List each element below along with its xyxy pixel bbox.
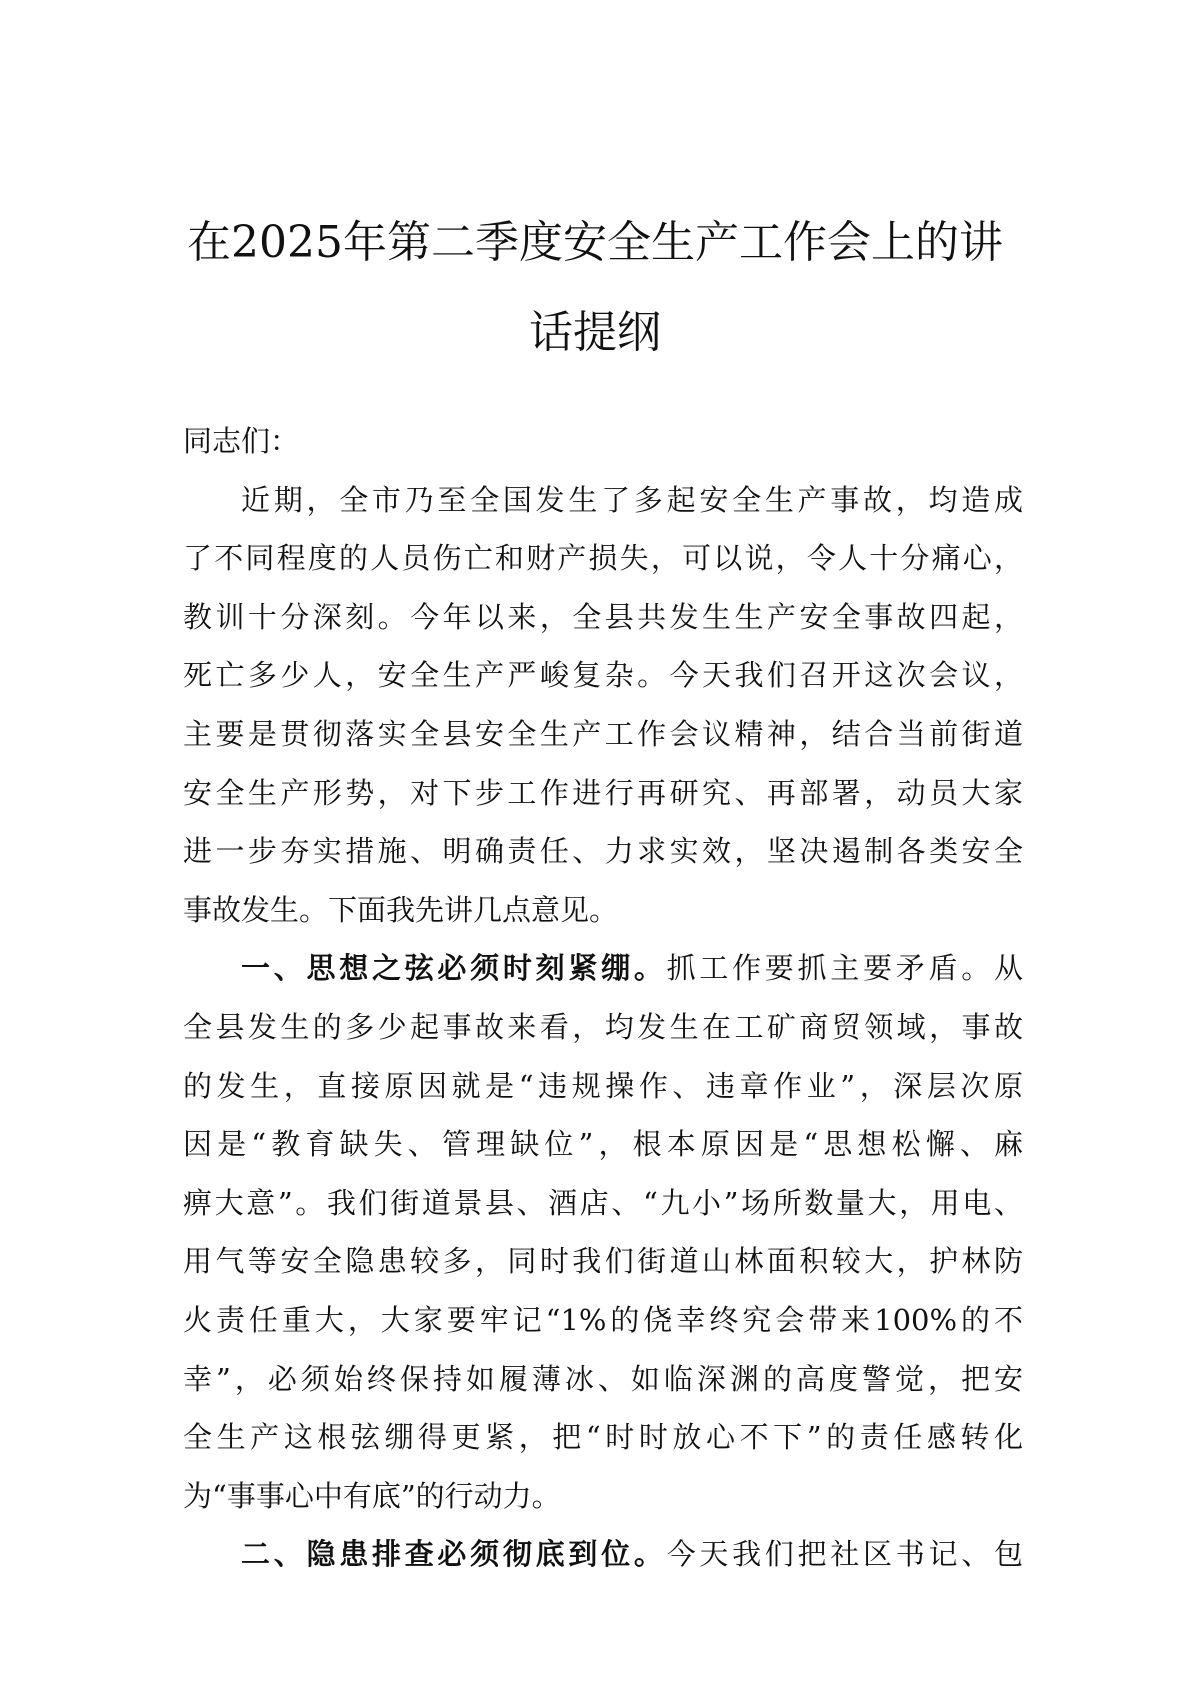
section1-line-1: 全县发生的多少起事故来看，均发生在工矿商贸领域，事故 xyxy=(183,1009,1023,1044)
section1-first-line xyxy=(183,939,1023,998)
section1-line-2: 的发生，直接原因就是“违规操作、违章作业”，深层次原 xyxy=(183,1068,1023,1103)
intro-line-5: 主要是贯彻落实全县安全生产工作会议精神，结合当前街道 xyxy=(183,716,1023,751)
section1-heading: 一、思想之弦必须时刻紧绷。 xyxy=(241,951,667,986)
intro-line-1: 近期，全市乃至全国发生了多起安全生产事故，均造成 xyxy=(241,482,1023,517)
intro-line-3: 教训十分深刻。今年以来，全县共发生生产安全事故四起， xyxy=(183,599,1023,634)
section1-line-3: 因是“教育缺失、管理缺位”，根本原因是“思想松懈、麻 xyxy=(183,1127,1023,1162)
section2-first-line xyxy=(183,1525,1023,1584)
section2-heading: 二、隐患排查必须彻底到位。 xyxy=(241,1537,667,1572)
section2-first-line-rest: 今天我们把社区书记、包 xyxy=(666,1537,1023,1572)
section1-line-4: 痹大意”。我们街道景县、酒店、“九小”场所数量大，用电、 xyxy=(183,1185,1023,1220)
salutation: 同志们： xyxy=(183,424,300,458)
section1-line-9: 为“事事心中有底”的行动力。 xyxy=(183,1478,561,1513)
title-line-1: 在2025年第二季度安全生产工作会上的讲 xyxy=(187,217,1003,268)
intro-line-7: 进一步夯实措施、明确责任、力求实效，坚决遏制各类安全 xyxy=(183,834,1023,869)
page-title xyxy=(140,198,1050,378)
document-body xyxy=(183,412,1023,1584)
title-line-2: 话提纲 xyxy=(529,307,661,358)
intro-line-8: 事故发生。下面我先讲几点意见。 xyxy=(183,892,619,927)
intro-line-2: 了不同程度的人员伤亡和财产损失，可以说，令人十分痛心， xyxy=(183,541,1023,576)
section1-line-5: 用气等安全隐患较多，同时我们街道山林面积较大，护林防 xyxy=(183,1244,1023,1279)
intro-line-6: 安全生产形势，对下步工作进行再研究、再部署，动员大家 xyxy=(183,775,1023,810)
section1-first-line-rest: 抓工作要抓主要矛盾。从 xyxy=(666,951,1023,986)
intro-line-4: 死亡多少人，安全生产严峻复杂。今天我们召开这次会议， xyxy=(183,658,1023,693)
section1-line-6: 火责任重大，大家要牢记“1%的侥幸终究会带来100%的不 xyxy=(183,1302,1023,1337)
section1-line-8: 全生产这根弦绷得更紧，把“时时放心不下”的责任感转化 xyxy=(183,1420,1023,1455)
section1-line-7: 幸”，必须始终保持如履薄冰、如临深渊的高度警觉，把安 xyxy=(183,1361,1023,1396)
